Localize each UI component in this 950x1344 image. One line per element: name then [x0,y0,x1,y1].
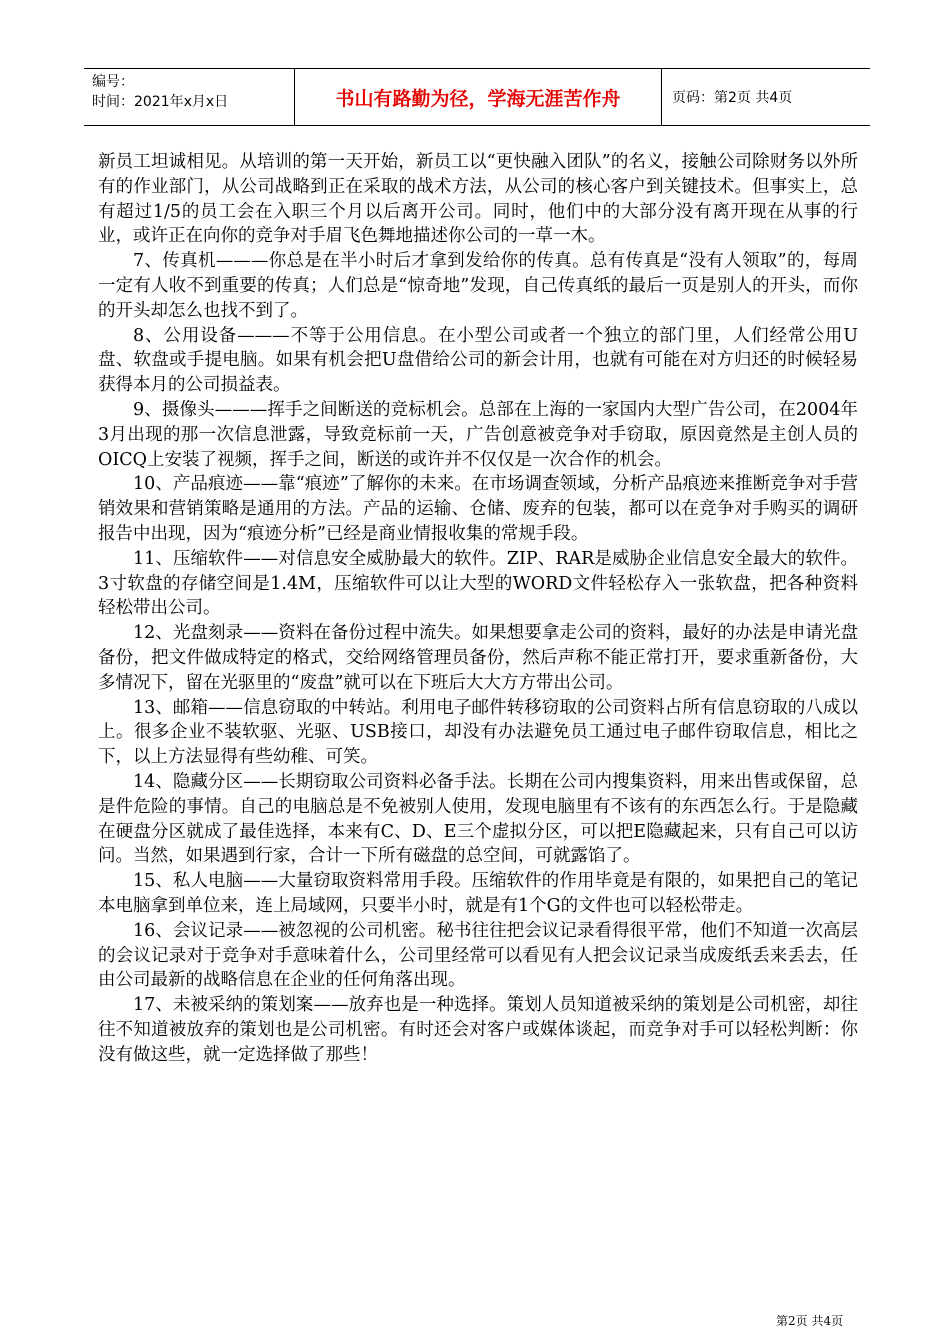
paragraph-personal-computer: 15、私人电脑——大量窃取资料常用手段。压缩软件的作用毕竟是有限的，如果把自己的笔记本电脑拿到单位来，连上局域网，只要半小时，就是有1个G的文件也可以轻松带走。 [98,871,858,916]
paragraph-hidden-partition: 14、隐藏分区——长期窃取公司资料必备手法。长期在公司内搜集资料，用来出售或保留，总是件危险的事情。自己的电脑总是不免被别人使用，发现电脑里有不该有的东西怎么行。于是隐藏在硬盘分区就成了最佳选择，本来有C、D、E三个虚拟分区，可以把E隐藏起来，只有自己可以访问。当然，如果遇到行家，合计一下所有磁盘的总空间，可就露馅了。 [98,771,858,867]
paragraph-camera: 9、摄像头———挥手之间断送的竞标机会。总部在上海的一家国内大型广告公司，在2004年3月出现的那一次信息泄露，导致竞标前一天，广告创意被竞争对手窃取，原因竟然是主创人员的OICQ上安装了视频，挥手之间，断送的或许并不仅仅是一次合作的机会。 [98,399,858,470]
paragraph-meeting-minutes: 16、会议记录——被忽视的公司机密。秘书往往把会议记录看得很平常，他们不知道一次高层的会议记录对于竞争对手意味着什么，公司里经常可以看见有人把会议记录当成废纸丢来丢去，任由公司最新的战略信息在企业的任何角落出现。 [98,920,858,991]
paragraph-disc-burning: 12、光盘刻录——资料在备份过程中流失。如果想要拿走公司的资料，最好的办法是申请光盘备份，把文件做成特定的格式，交给网络管理员备份，然后声称不能正常打开，要求重新备份，大多情况下，留在光驱里的“废盘”就可以在下班后大大方方带出公司。 [98,623,858,693]
paragraph-product-traces: 10、产品痕迹——靠“痕迹”了解你的未来。在市场调查领域，分析产品痕迹来推断竞争对手营销效果和营销策略是通用的方法。产品的运输、仓储、废弃的包装，都可以在竞争对手购买的调研报告中出现，因为“痕迹分析”已经是商业情报收集的常规手段。 [98,474,858,544]
paragraph-rejected-plans: 17、未被采纳的策划案——放弃也是一种选择。策划人员知道被采纳的策划是公司机密，却往往不知道被放弃的策划也是公司机密。有时还会对客户或媒体谈起，而竞争对手可以轻松判断：你没有做这些，就一定选择做了那些！ [98,995,858,1065]
paragraph-shared-devices: 8、公用设备———不等于公用信息。在小型公司或者一个独立的部门里，人们经常公用U盘、软盘或手提电脑。如果有机会把U盘借给公司的新会计用，也就有可能在对方归还的时候轻易获得本月的公司损益表。 [98,325,858,396]
paragraph-compression: 11、压缩软件——对信息安全威胁最大的软件。ZIP、RAR是威胁企业信息安全最大的软件。3寸软盘的存储空间是1.4M，压缩软件可以让大型的WORD文件轻松存入一张软盘，把各种资料轻松带出公司。 [98,548,858,619]
document-date: 时间：2021年x月x日 [92,94,229,110]
document-number-label: 编号： [92,74,134,90]
paragraph-email: 13、邮箱——信息窃取的中转站。利用电子邮件转移窃取的公司资料占所有信息窃取的八成以上。很多企业不装软驱、光驱、USB接口，却没有办法避免员工通过电子邮件窃取信息，相比之下，以上方法显得有些幼稚、可笑。 [98,697,858,768]
page-header [84,68,870,126]
paragraph-continuation: 新员工坦诚相见。从培训的第一天开始，新员工以“更快融入团队”的名义，接触公司除财务以外所有的作业部门，从公司战略到正在采取的战术方法，从公司的核心客户到关键技术。但事实上，总有超过1/5的员工会在入职三个月以后离开公司。同时，他们中的大部分没有离开现在从事的行业，或许正在向你的竞争对手眉飞色舞地描述你公司的一草一木。 [98,152,858,247]
document-body [98,150,858,1067]
header-motto: 书山有路勤为径，学海无涯苦作舟 [294,69,662,125]
paragraph-fax: 7、传真机———你总是在半小时后才拿到发给你的传真。总有传真是“没有人领取”的，每周一定有人收不到重要的传真；人们总是“惊奇地”发现，自己传真纸的最后一页是别人的开头，而你的开头却怎么也找不到了。 [98,251,858,321]
header-meta [84,69,294,125]
page-footer: 第2页 共4页 [776,1314,844,1328]
header-page-info: 页码：第2页 共4页 [672,90,793,106]
